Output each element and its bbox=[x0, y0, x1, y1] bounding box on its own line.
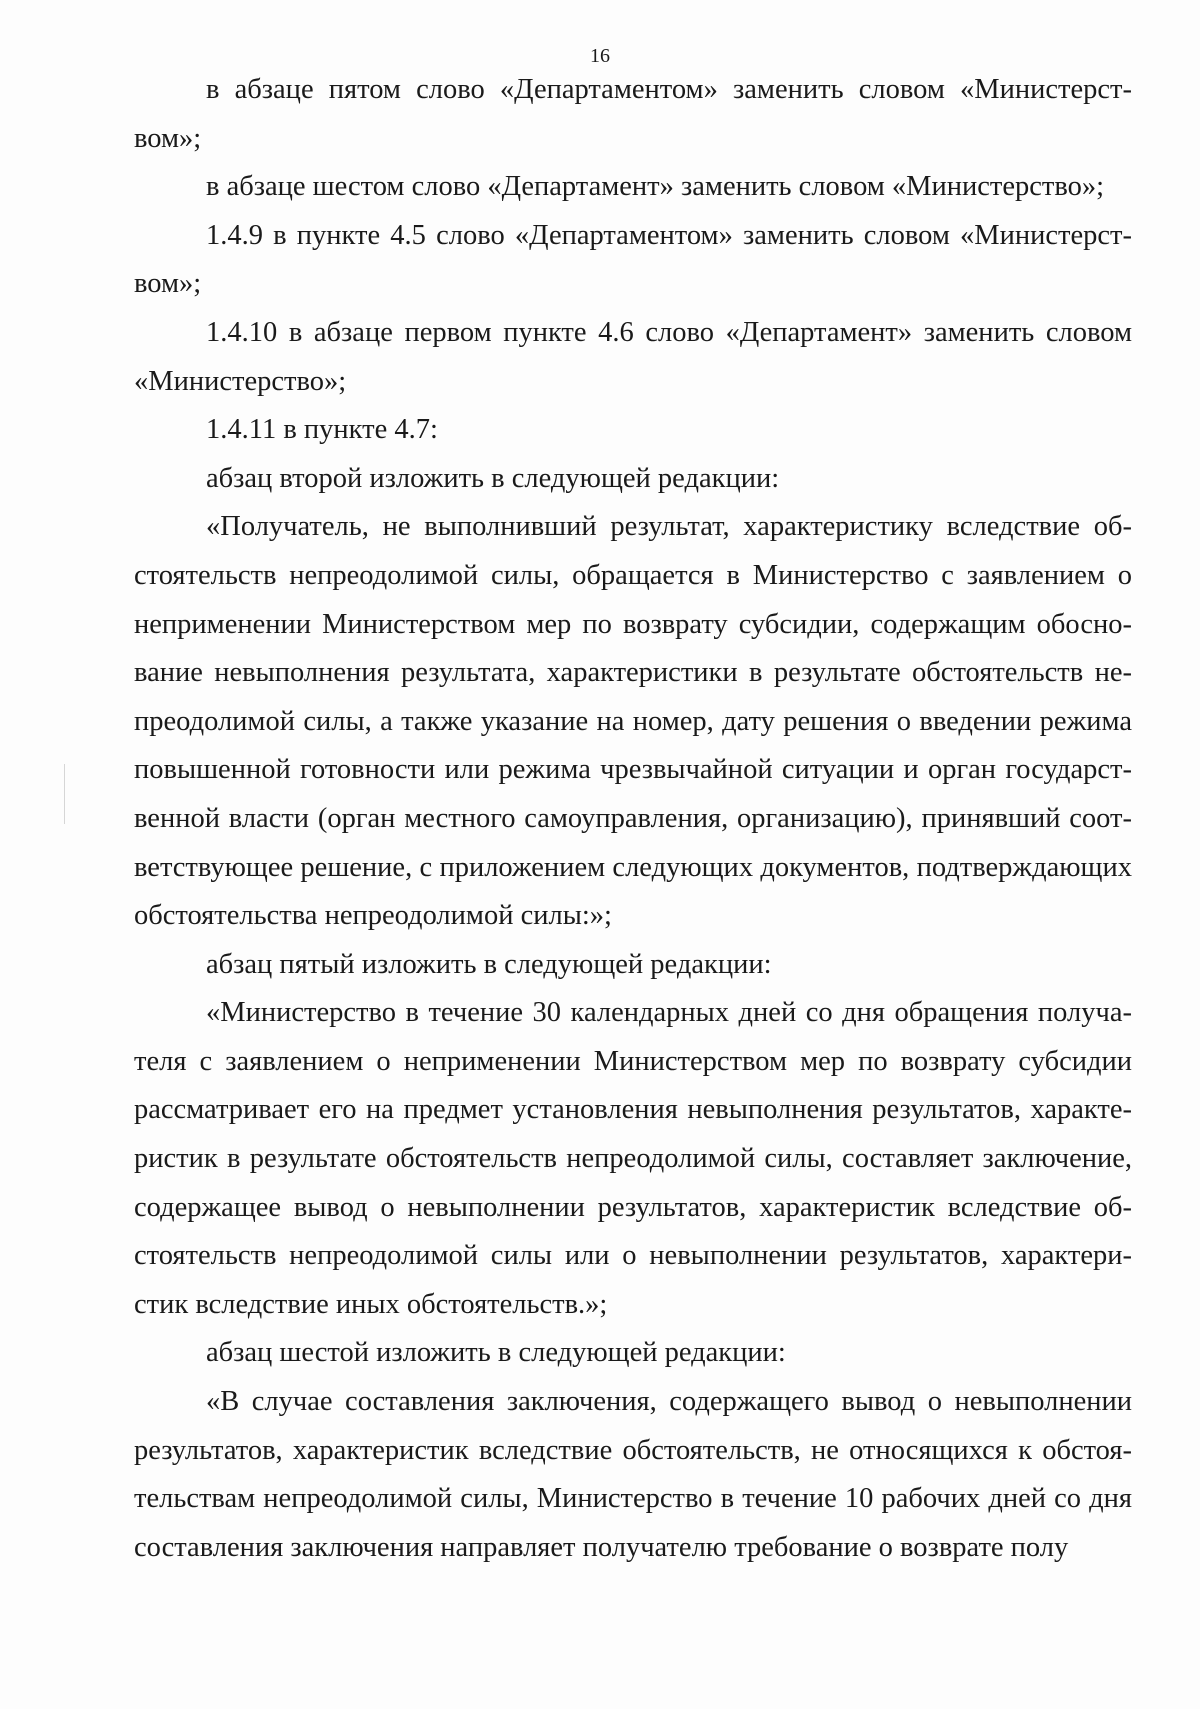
paragraph: 1.4.10 в абзаце первом пункте 4.6 слово «Департамент» заменить словом «Министерство»; bbox=[134, 316, 1132, 397]
paragraph: в абзаце шестом слово «Департамент» заменить словом «Министерство»; bbox=[206, 171, 1105, 203]
paragraph: 1.4.9 в пункте 4.5 слово «Департаментом» заменить словом «Министерством»; bbox=[134, 219, 1132, 300]
paragraph: абзац второй изложить в следующей редакции: bbox=[206, 462, 780, 494]
paragraph: 1.4.11 в пункте 4.7: bbox=[206, 414, 438, 446]
document-body bbox=[134, 66, 1132, 1572]
paragraph: абзац шестой изложить в следующей редакции: bbox=[206, 1337, 786, 1369]
scan-margin-mark bbox=[64, 764, 65, 824]
paragraph: «Министерство в течение 30 календарных дней со дня обращения получателя с заявлением о неприменении Министерством мер по возврату субсидии рассматривает его на предмет установления невыполнения результатов, характеристик в результате обстоятельств непреодолимой силы, составляет заключение, содержащее вывод о невыполнении результатов, характеристик вследствие обстоятельств непреодолимой силы или о невыполнении результатов, характеристик вследствие иных обстоятельств.»; bbox=[134, 997, 1132, 1320]
page-number: 16 bbox=[590, 45, 610, 67]
paragraph: в абзаце пятом слово «Департаментом» заменить словом «Министерством»; bbox=[134, 74, 1132, 154]
paragraph: «В случае составления заключения, содержащего вывод о невыполнении результатов, характеристик вследствие обстоятельств, не относящихся к обстоятельствам непреодолимой силы, Министерство в течение 10 рабочих дней со дня составления заключения направляет получателю требование о возврате полу bbox=[134, 1386, 1132, 1563]
paragraph: «Получатель, не выполнивший результат, характеристику вследствие обстоятельств непреодолимой силы, обращается в Министерство с заявлением о неприменении Министерством мер по возврату субсидии, содержащим обоснование невыполнения результата, характеристики в результате обстоятельств непреодолимой силы, а также указание на номер, дату решения о введении режима повышенной готовности или режима чрезвычайной ситуации и орган государственной власти (орган местного самоуправления, организацию), принявший соответствующее решение, с приложением следующих документов, подтверждающих обстоятельства непреодолимой силы:»; bbox=[134, 511, 1132, 932]
paragraph: абзац пятый изложить в следующей редакции: bbox=[206, 948, 772, 980]
